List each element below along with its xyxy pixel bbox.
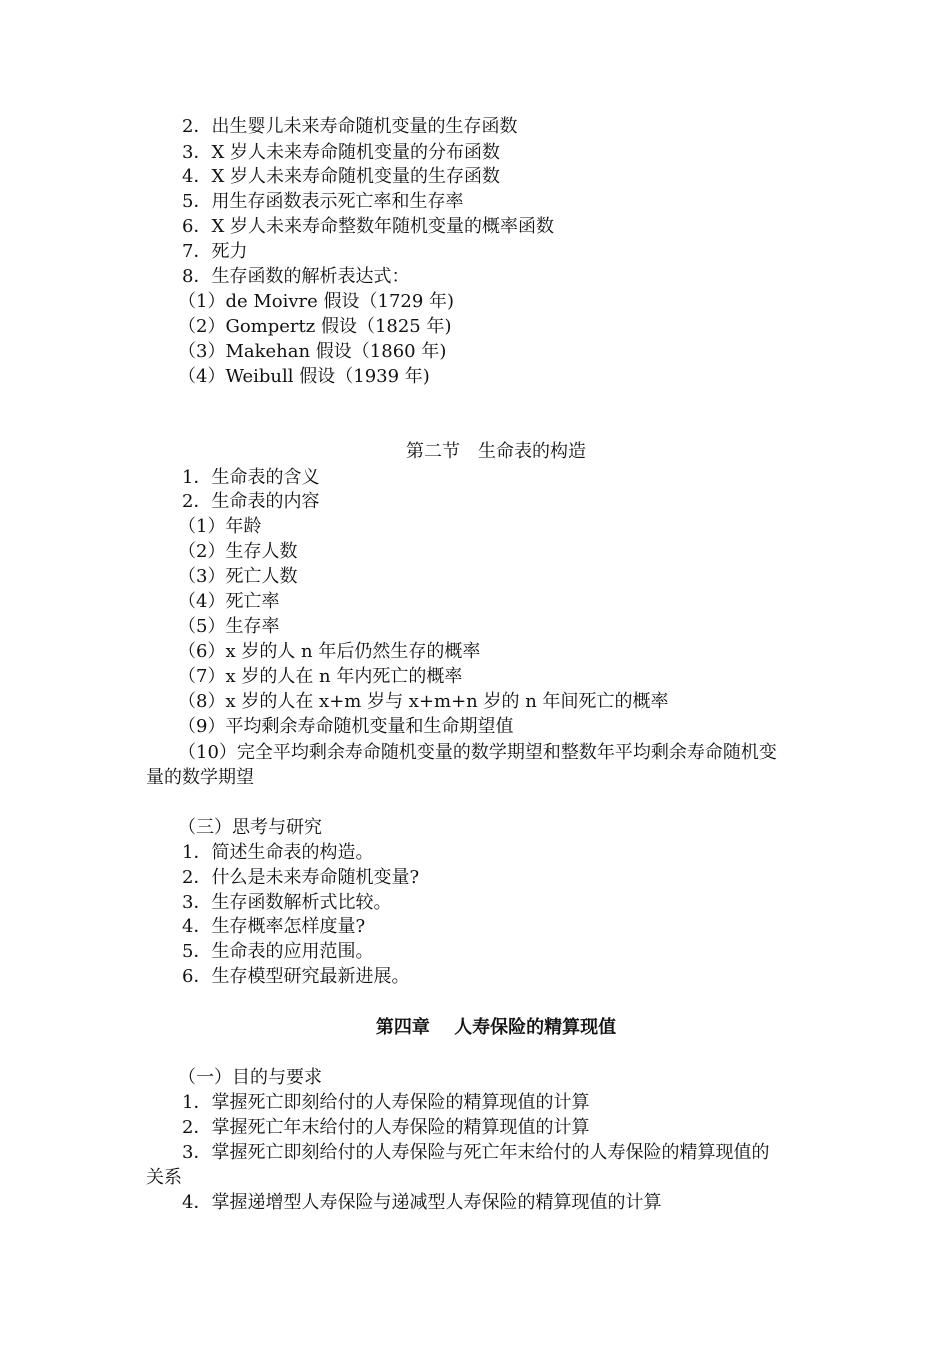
- list-item: 3．X 岁人未来寿命随机变量的分布函数: [182, 142, 500, 163]
- list-item: 7．死力: [182, 241, 248, 262]
- list-item: 2．生命表的内容: [182, 491, 320, 512]
- sub-list-item: （3）死亡人数: [178, 566, 298, 587]
- sub-list-item: （2）Gompertz 假设（1825 年): [178, 316, 452, 337]
- list-item: 1．生命表的含义: [182, 467, 320, 488]
- sub-list-item: （2）生存人数: [178, 541, 298, 562]
- sub-list-item: （4）Weibull 假设（1939 年): [178, 366, 430, 387]
- sub-list-item: （7）x 岁的人在 n 年内死亡的概率: [178, 666, 463, 687]
- sub-list-item: （9）平均剩余寿命随机变量和生命期望值: [178, 716, 514, 737]
- list-item: 3．掌握死亡即刻给付的人寿保险与死亡年末给付的人寿保险的精算现值的: [182, 1142, 770, 1163]
- list-item: 2．掌握死亡年末给付的人寿保险的精算现值的计算: [182, 1117, 590, 1138]
- sub-list-item-continuation: 量的数学期望: [146, 767, 254, 788]
- sub-list-item: （6）x 岁的人 n 年后仍然生存的概率: [178, 641, 481, 662]
- list-item: 2．什么是未来寿命随机变量?: [182, 867, 420, 888]
- list-item: 8．生存函数的解析表达式：: [182, 266, 410, 287]
- sub-list-item: （4）死亡率: [178, 591, 280, 612]
- list-item: 4．掌握递增型人寿保险与递减型人寿保险的精算现值的计算: [182, 1192, 662, 1213]
- list-item: 2．出生婴儿未来寿命随机变量的生存函数: [182, 116, 518, 137]
- section-title: 第二节 生命表的构造: [406, 441, 586, 462]
- list-item: 6．X 岁人未来寿命整数年随机变量的概率函数: [182, 216, 554, 237]
- sub-list-item: （8）x 岁的人在 x+m 岁与 x+m+n 岁的 n 年间死亡的概率: [178, 691, 669, 712]
- list-item: 6．生存模型研究最新进展。: [182, 966, 410, 987]
- sub-list-item: （1）de Moivre 假设（1729 年): [178, 291, 455, 312]
- chapter-title: 第四章 人寿保险的精算现值: [375, 1017, 617, 1038]
- list-item-continuation: 关系: [146, 1167, 182, 1188]
- list-item: 1．掌握死亡即刻给付的人寿保险的精算现值的计算: [182, 1092, 590, 1113]
- list-item: 4．生存概率怎样度量?: [182, 916, 366, 937]
- list-item: 4．X 岁人未来寿命随机变量的生存函数: [182, 166, 500, 187]
- sub-list-item: （3）Makehan 假设（1860 年): [178, 341, 447, 362]
- list-item: 5．生命表的应用范围。: [182, 941, 374, 962]
- list-item: 1．简述生命表的构造。: [182, 842, 374, 863]
- section-heading: （一）目的与要求: [178, 1067, 322, 1088]
- sub-list-item: （10）完全平均剩余寿命随机变量的数学期望和整数年平均剩余寿命随机变: [178, 742, 777, 763]
- list-item: 5．用生存函数表示死亡率和生存率: [182, 191, 464, 212]
- sub-list-item: （5）生存率: [178, 616, 280, 637]
- list-item: 3．生存函数解析式比较。: [182, 892, 392, 913]
- section-heading: （三）思考与研究: [178, 817, 322, 838]
- sub-list-item: （1）年龄: [178, 516, 262, 537]
